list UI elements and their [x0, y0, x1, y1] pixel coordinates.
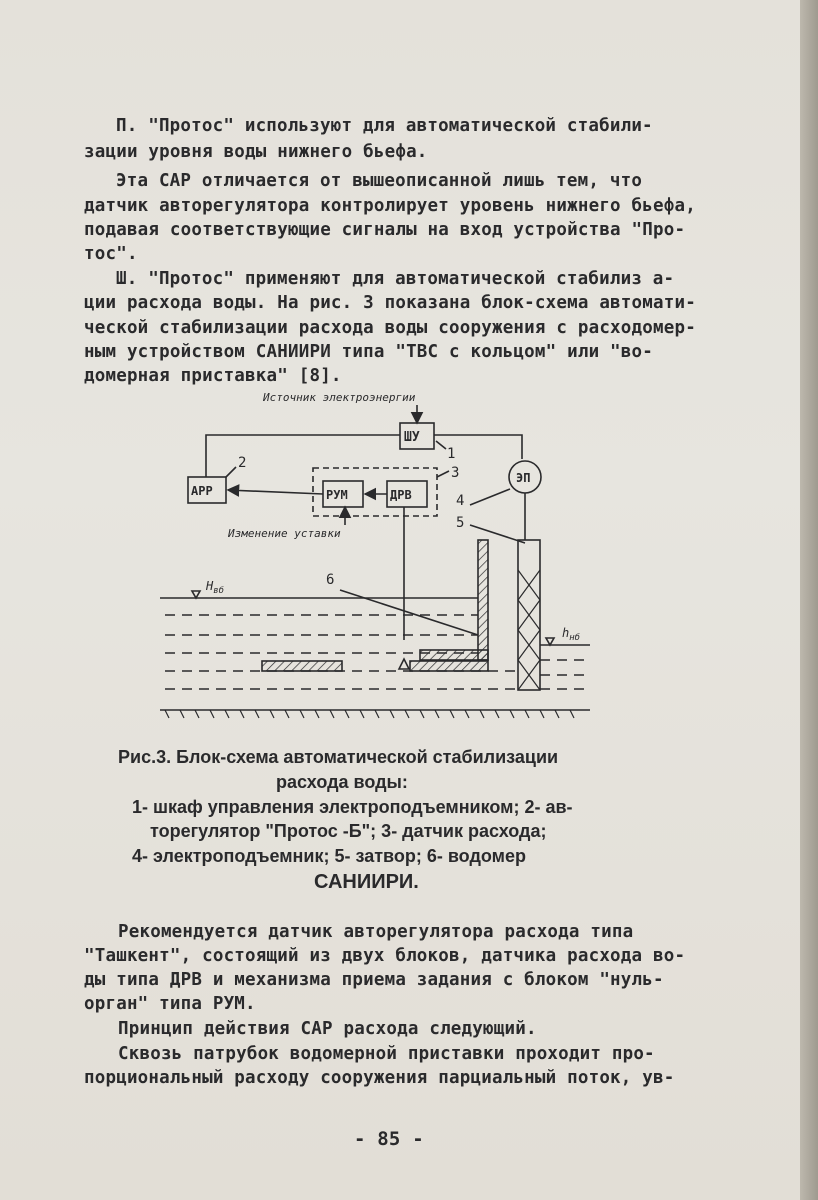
label-6: 6 — [326, 572, 335, 588]
flow-stabilization-diagram — [0, 385, 800, 735]
p3-line-5: домерная приставка" [8]. — [84, 366, 342, 386]
caption-line-2: расхода воды: — [276, 772, 408, 792]
caption-line-3: 1- шкаф управления электроподъемником; 2- ав- — [132, 797, 573, 817]
rum-label: РУМ — [326, 488, 348, 502]
shu-label: ШУ — [404, 430, 420, 445]
caption-line-1: Рис.3. Блок-схема автоматической стабилизации — [118, 747, 559, 767]
setpoint-label: Изменение уставки — [228, 527, 341, 540]
p4-line-1: Рекомендуется датчик авторегулятора расхода типа — [118, 922, 634, 942]
p3-line-1: Ш. "Протос" применяют для автоматической стабилиз а- — [116, 269, 675, 289]
p6-line-1: Сквозь патрубок водомерной приставки проходит про- — [118, 1044, 655, 1064]
label-2: 2 — [238, 455, 247, 471]
p3-line-2: ции расхода воды. На рис. 3 показана блок-схема автомати- — [84, 293, 696, 313]
p2-line-3: подавая соответствующие сигналы на вход устройства "Про- — [84, 220, 686, 240]
p3-line-4: ным устройством САНИИРИ типа "ТВС с кольцом" или "во- — [84, 342, 654, 362]
p2-line-1: Эта САР отличается от вышеописанной лишь тем, что — [116, 171, 643, 191]
label-1: 1 — [447, 446, 456, 462]
label-4: 4 — [456, 493, 465, 509]
page-edge — [800, 0, 818, 1200]
p5-line-1: Принцип действия САР расхода следующий. — [118, 1019, 537, 1039]
p4-line-4: орган" типа РУМ. — [84, 994, 256, 1014]
arr-label: АРР — [191, 484, 213, 498]
power-source-label: Источник электроэнергии — [263, 391, 416, 404]
p4-line-3: ды типа ДРВ и механизма приема задания с блоком "нуль- — [84, 970, 664, 990]
p1-line-1: П. "Протос" используют для автоматической стабили- — [116, 116, 653, 136]
drv-label: ДРВ — [390, 488, 412, 502]
p1-line-2: зации уровня воды нижнего бьефа. — [84, 142, 428, 162]
p4-line-2: "Ташкент", состоящий из двух блоков, датчика расхода во- — [84, 946, 686, 966]
p3-line-3: ческой стабилизации расхода воды сооружения с расходомер- — [84, 318, 696, 338]
h-vb-label: $Н_{вб}$ — [206, 579, 225, 596]
label-5: 5 — [456, 515, 465, 531]
caption-line-5: 4- электроподъемник; 5- затвор; 6- водомер — [132, 846, 526, 866]
p2-line-2: датчик авторегулятора контролирует уровень нижнего бьефа, — [84, 196, 696, 216]
p2-line-4: тос". — [84, 244, 138, 264]
page-number: - 85 - — [354, 1128, 424, 1150]
label-3: 3 — [451, 465, 460, 481]
h-nb-label: $h_{нб}$ — [562, 626, 581, 643]
caption-line-6: САНИИРИ. — [314, 871, 419, 893]
p6-line-2: порциональный расходу сооружения парциальный поток, ув- — [84, 1068, 675, 1088]
caption-line-4: торегулятор "Протос -Б"; 3- датчик расхода; — [150, 821, 547, 841]
ep-label: ЭП — [516, 471, 531, 485]
